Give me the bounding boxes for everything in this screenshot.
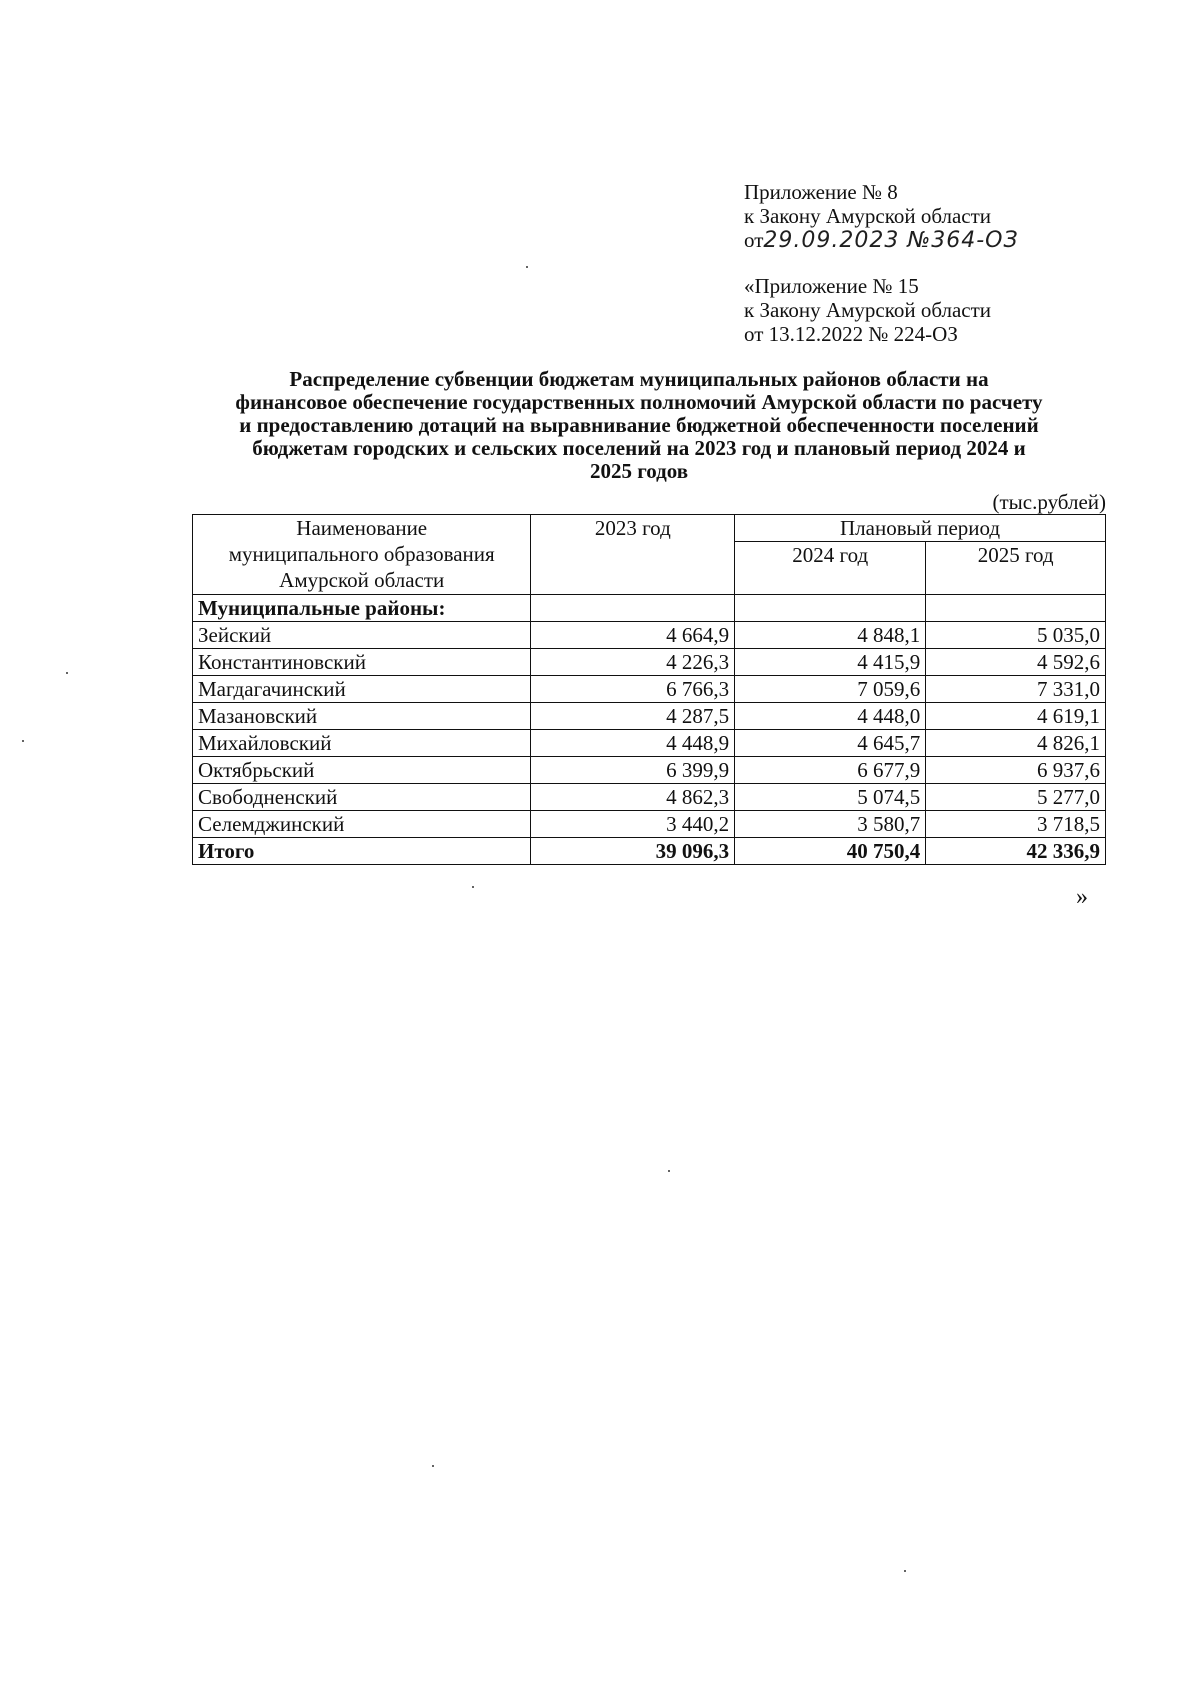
scan-speck — [526, 266, 528, 268]
previous-appendix-header — [744, 274, 1084, 346]
scan-speck — [22, 740, 24, 742]
document-title — [150, 368, 1128, 483]
value-2025: 4 826,1 — [926, 730, 1106, 757]
value-2024: 7 059,6 — [735, 676, 926, 703]
value-2025: 5 035,0 — [926, 622, 1106, 649]
column-header-2024: 2024 год — [735, 542, 926, 595]
total-2024: 40 750,4 — [735, 838, 926, 865]
district-name: Мазановский — [193, 703, 531, 730]
value-2024: 6 677,9 — [735, 757, 926, 784]
appendix-date-line — [744, 228, 1084, 253]
table-row — [193, 730, 1106, 757]
column-header-name: Наименование муниципального образования Амурской области — [193, 515, 531, 595]
scan-speck — [668, 1170, 670, 1172]
value-2024: 4 848,1 — [735, 622, 926, 649]
appendix-law-reference: к Закону Амурской области — [744, 204, 992, 228]
district-name: Селемджинский — [193, 811, 531, 838]
value-2023: 3 440,2 — [531, 811, 735, 838]
value-2024: 3 580,7 — [735, 811, 926, 838]
table-row — [193, 784, 1106, 811]
title-line: и предоставлению дотаций на выравнивание бюджетной обеспеченности поселений — [239, 413, 1039, 437]
section-row — [193, 595, 1106, 622]
district-name: Михайловский — [193, 730, 531, 757]
handwritten-date-number: 29.09.2023 №364-ОЗ — [763, 228, 1019, 253]
unit-label: (тыс.рублей) — [992, 490, 1106, 514]
value-2024: 4 448,0 — [735, 703, 926, 730]
title-line: 2025 годов — [589, 459, 689, 483]
table-row — [193, 622, 1106, 649]
district-name: Константиновский — [193, 649, 531, 676]
scan-speck — [904, 1570, 906, 1572]
date-prefix: от — [744, 228, 764, 252]
column-header-planned-period: Плановый период — [735, 515, 1106, 542]
title-line: финансовое обеспечение государственных полномочий Амурской области по расчету — [235, 390, 1043, 414]
district-name: Свободненский — [193, 784, 531, 811]
table-row — [193, 676, 1106, 703]
scan-speck — [472, 886, 474, 888]
value-2023: 4 862,3 — [531, 784, 735, 811]
value-2024: 4 645,7 — [735, 730, 926, 757]
district-name: Октябрьский — [193, 757, 531, 784]
total-row — [193, 838, 1106, 865]
district-name: Магдагачинский — [193, 676, 531, 703]
title-line: бюджетам городских и сельских поселений на 2023 год и плановый период 2024 и — [252, 436, 1026, 460]
value-2023: 4 287,5 — [531, 703, 735, 730]
total-2023: 39 096,3 — [531, 838, 735, 865]
previous-appendix-law-reference: к Закону Амурской области — [744, 298, 992, 322]
scan-speck — [66, 672, 68, 674]
scan-speck — [432, 1465, 434, 1467]
value-2024: 5 074,5 — [735, 784, 926, 811]
value-2025: 6 937,6 — [926, 757, 1106, 784]
title-line: Распределение субвенции бюджетам муниципальных районов области на — [289, 367, 989, 391]
table-row — [193, 649, 1106, 676]
table-header-row — [193, 515, 1106, 542]
value-2025: 3 718,5 — [926, 811, 1106, 838]
column-header-2025: 2025 год — [926, 542, 1106, 595]
value-2025: 5 277,0 — [926, 784, 1106, 811]
table-cell-empty — [531, 595, 735, 622]
value-2023: 4 664,9 — [531, 622, 735, 649]
value-2023: 6 399,9 — [531, 757, 735, 784]
subvention-table — [192, 514, 1106, 865]
previous-appendix-date: от 13.12.2022 № 224-ОЗ — [744, 322, 958, 346]
value-2023: 4 226,3 — [531, 649, 735, 676]
table-row — [193, 703, 1106, 730]
table-row — [193, 757, 1106, 784]
value-2025: 7 331,0 — [926, 676, 1106, 703]
appendix-number: Приложение № 8 — [744, 180, 898, 204]
value-2023: 6 766,3 — [531, 676, 735, 703]
total-2025: 42 336,9 — [926, 838, 1106, 865]
previous-appendix-number: «Приложение № 15 — [744, 274, 919, 298]
value-2025: 4 619,1 — [926, 703, 1106, 730]
table-cell-empty — [735, 595, 926, 622]
total-label: Итого — [193, 838, 531, 865]
closing-quote: » — [1076, 884, 1088, 910]
value-2024: 4 415,9 — [735, 649, 926, 676]
column-header-2023: 2023 год — [531, 515, 735, 595]
table-cell-empty — [926, 595, 1106, 622]
section-label: Муниципальные районы: — [193, 595, 531, 622]
appendix-header — [744, 180, 1084, 253]
table-row — [193, 811, 1106, 838]
district-name: Зейский — [193, 622, 531, 649]
value-2023: 4 448,9 — [531, 730, 735, 757]
value-2025: 4 592,6 — [926, 649, 1106, 676]
